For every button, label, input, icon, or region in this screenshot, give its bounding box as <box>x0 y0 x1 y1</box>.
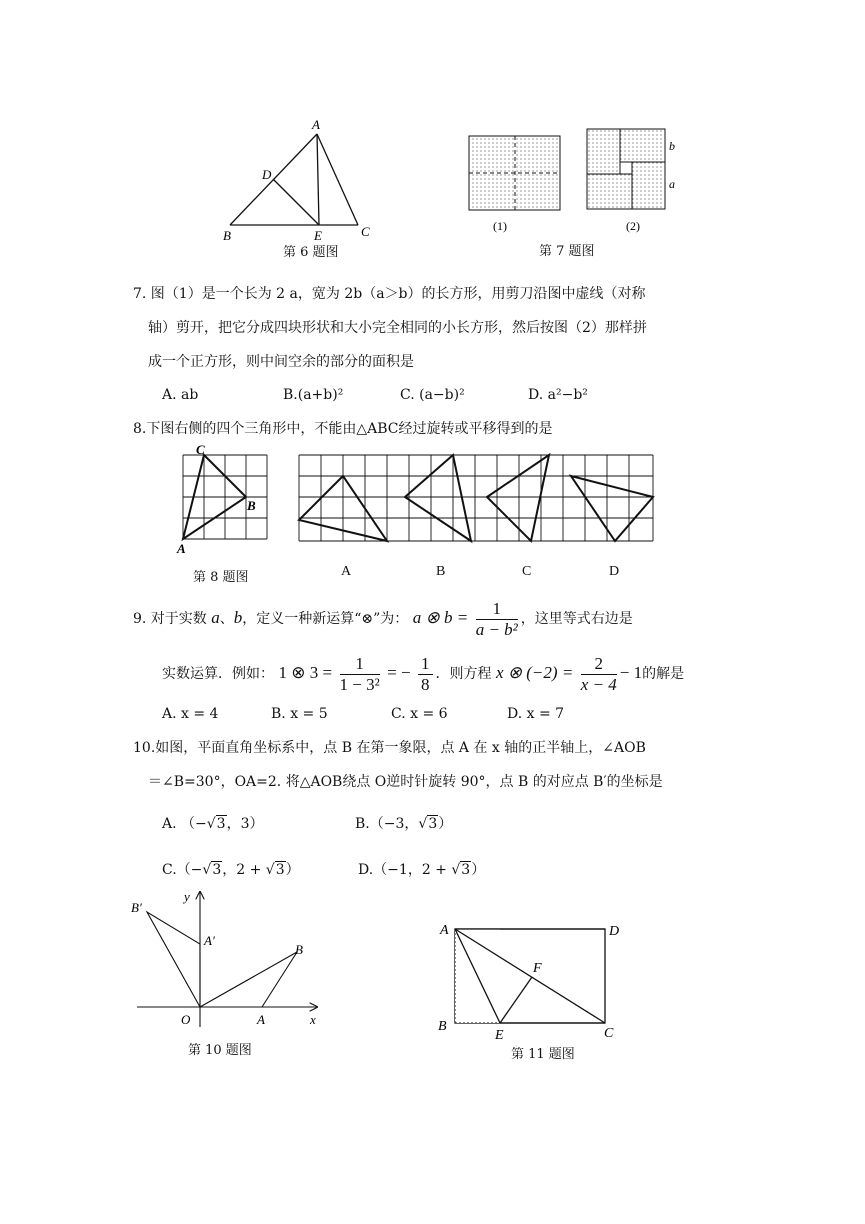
fig7-sublabel-1: (1) <box>493 219 507 233</box>
fig8-option-label-b[interactable]: B <box>436 564 446 579</box>
fig7-label-a: a <box>669 177 675 191</box>
q10-option-b[interactable]: B.（−3，√3） <box>355 816 453 832</box>
fig6-segment-de <box>273 179 319 225</box>
q10-opt-c-suffix: ） <box>285 862 300 878</box>
q9-eq-den: x − 4 <box>580 674 617 694</box>
fig8-triangle-option-d <box>571 476 653 541</box>
fig10-label-a-prime: A′ <box>204 933 215 948</box>
fig11-label-b: B <box>438 1019 447 1034</box>
fig7-label-b: b <box>669 139 675 153</box>
fig8-label-c: C <box>196 442 205 457</box>
q10-opt-d-prefix: D.（−1，2 + <box>358 862 452 878</box>
q9-line2-tail: 的解是 <box>642 666 685 682</box>
q9-def-num: 1 <box>476 599 518 620</box>
q9-mid: ，定义一种新运算“⊗”为： <box>242 611 409 627</box>
q9-def-fraction <box>476 599 518 640</box>
q9-tail: ，这里等式右边是 <box>520 611 633 627</box>
figure-10 <box>125 882 335 1032</box>
q9-var-a: a <box>211 608 220 627</box>
q9-ex-den: 1 − 3² <box>339 674 380 694</box>
q9-line-2 <box>162 651 684 696</box>
q7-option-d[interactable]: D. a²−b² <box>528 387 588 403</box>
fig8-option-label-d[interactable]: D <box>609 564 620 579</box>
fig11-label-e: E <box>495 1028 504 1043</box>
q10-line-2: ＝∠B=30°，OA=2. 将△AOB绕点 O逆时针旋转 90°，点 B 的对应点 B′的坐标是 <box>148 774 663 790</box>
q9-separator: 、 <box>219 611 234 627</box>
q7-option-c[interactable]: C. (a−b)² <box>400 387 465 403</box>
fig10-label-b: B <box>295 942 303 957</box>
q10-option-a[interactable]: A. （−√3，3） <box>162 816 264 832</box>
q10-opt-c-root-2: 3 <box>275 862 285 878</box>
q9-var-b: b <box>233 608 243 627</box>
q10-opt-d-root: 3 <box>461 862 471 878</box>
fig10-label-y: y <box>184 889 190 904</box>
q9-option-c[interactable]: C. x = 6 <box>391 706 448 722</box>
fig8-option-label-c[interactable]: C <box>522 564 532 579</box>
q9-ex-fraction-2 <box>418 654 433 695</box>
fig6-label-d: D <box>262 167 272 182</box>
fig6-label-b: B <box>223 228 231 243</box>
fig11-label-c: C <box>604 1026 614 1041</box>
fig10-triangle-rotated <box>147 912 200 1007</box>
fig8-caption: 第 8 题图 <box>193 570 249 585</box>
q7-line-3: 成一个正方形，则中间空余的部分的面积是 <box>148 354 414 370</box>
fig11-label-d: D <box>609 924 620 939</box>
q10-option-c[interactable]: C.（−√3，2 + √3） <box>162 862 300 878</box>
q10-line-1: 10.如图，平面直角坐标系中，点 B 在第一象限，点 A 在 x 轴的正半轴上，∠AOB <box>133 740 646 756</box>
q7-line-1: 7. 图（1）是一个长为 2 a，宽为 2b（a＞b）的长方形，用剪刀沿图中虚线（对称 <box>133 286 646 302</box>
q9-ex-num2: 1 <box>418 654 433 675</box>
q7-option-a[interactable]: A. ab <box>162 387 199 403</box>
q10-opt-c-prefix: C.（− <box>162 862 203 878</box>
fig8-triangle-option-b <box>405 455 471 541</box>
q10-opt-c-root: 3 <box>212 862 222 878</box>
q9-eq-num: 2 <box>581 654 617 675</box>
q9-line2-mid: ．则方程 <box>435 666 492 682</box>
q9-ex-fraction <box>340 654 380 695</box>
q7-option-b[interactable]: B.(a+b)² <box>283 387 344 403</box>
q9-option-a[interactable]: A. x = 4 <box>162 706 219 722</box>
figure-11 <box>432 913 632 1043</box>
fig11-label-f: F <box>533 961 542 976</box>
fig7-sublabel-2: (2) <box>626 219 640 233</box>
q10-option-d[interactable]: D.（−1，2 + √3） <box>358 862 486 878</box>
q8-stem: 8.下图右侧的四个三角形中，不能由△ABC经过旋转或平移得到的是 <box>133 421 553 437</box>
q7-line-2: 轴）剪开，把它分成四块形状和大小完全相同的小长方形，然后按图（2）那样拼 <box>148 320 647 336</box>
fig11-segment-ef <box>500 977 532 1023</box>
fig8-option-label-a[interactable]: A <box>341 564 352 579</box>
fig8-label-b: B <box>247 498 256 513</box>
q9-eq-fraction <box>581 654 617 695</box>
q10-opt-b-root: 3 <box>428 816 438 832</box>
q9-def-lhs: a ⊗ b = <box>412 608 469 627</box>
fig10-label-o: O <box>181 1012 191 1027</box>
figure-8-abc-grid <box>174 442 274 557</box>
fig11-label-a: A <box>440 923 449 938</box>
q9-eq-lhs: x ⊗ (−2) = <box>495 663 574 682</box>
q10-opt-a-prefix: A. （− <box>162 816 207 832</box>
fig10-label-x: x <box>310 1012 316 1027</box>
fig6-segment-ae <box>317 134 319 225</box>
q9-ex-lhs: 1 ⊗ 3 = <box>278 663 333 682</box>
fig6-segment-ac <box>317 134 358 225</box>
figure-8-options-grid <box>295 450 660 550</box>
q10-opt-d-suffix: ） <box>471 862 486 878</box>
fig6-label-e: E <box>314 228 322 243</box>
q10-opt-c-mid: ，2 + <box>222 862 266 878</box>
fig7-center-gap <box>620 162 632 174</box>
q9-ex-eq: = − <box>387 663 411 682</box>
q10-opt-a-suffix: ，3） <box>226 816 264 832</box>
q9-option-b[interactable]: B. x = 5 <box>271 706 328 722</box>
fig10-label-b-prime: B′ <box>131 900 142 915</box>
q9-def-den: a − b² <box>475 619 518 639</box>
q10-opt-b-suffix: ） <box>438 816 453 832</box>
fig8-triangle-option-c <box>487 455 549 541</box>
q9-eq-rhs: − 1 <box>619 663 643 682</box>
q10-opt-a-root: 3 <box>216 816 226 832</box>
q9-ex-den2: 8 <box>421 674 430 694</box>
fig6-label-a: A <box>312 117 320 132</box>
figure-6 <box>220 112 380 262</box>
fig7-caption: 第 7 题图 <box>539 244 595 259</box>
fig6-label-c: C <box>361 224 370 239</box>
fig8-label-a: A <box>177 541 186 556</box>
q9-line2-lead: 实数运算．例如： <box>162 666 274 682</box>
fig10-label-a: A <box>257 1012 265 1027</box>
fig10-caption: 第 10 题图 <box>188 1043 252 1058</box>
fig6-caption: 第 6 题图 <box>283 245 339 260</box>
figure-7 <box>460 122 690 242</box>
q10-opt-b-prefix: B.（−3， <box>355 816 419 832</box>
q9-option-d[interactable]: D. x = 7 <box>507 706 565 722</box>
fig11-caption: 第 11 题图 <box>511 1047 575 1062</box>
q9-ex-num: 1 <box>340 654 380 675</box>
q9-line-1 <box>133 596 633 641</box>
fig10-triangle-aob <box>200 952 297 1007</box>
q9-lead: 9. 对于实数 <box>133 611 207 627</box>
